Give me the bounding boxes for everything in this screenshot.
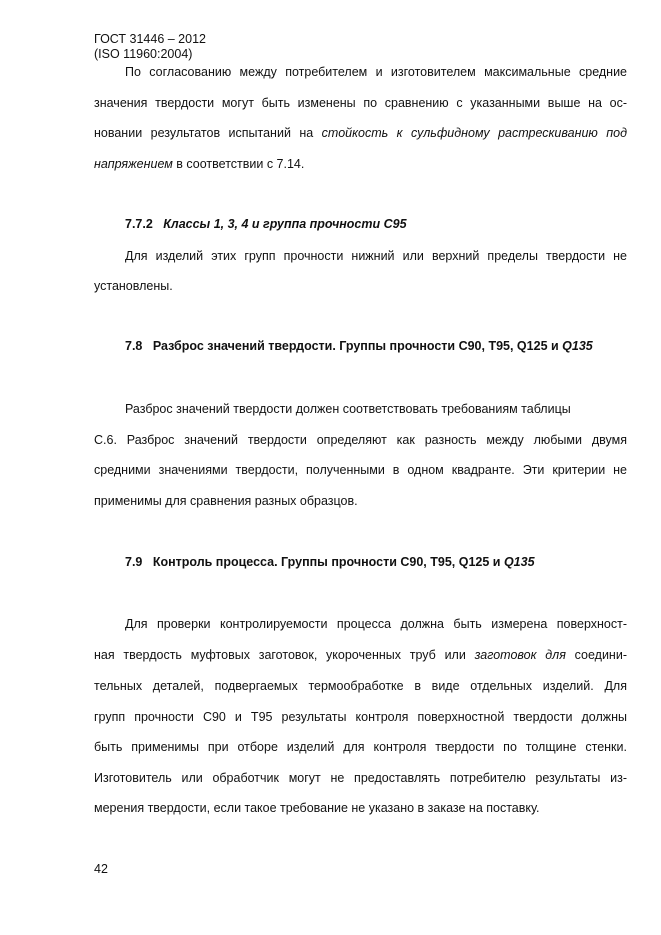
s78-line-4: применимы для сравнения разных образцов.: [94, 494, 358, 508]
p1-line-2: значения твердости могут быть изменены по сравнению с указанными выше на ос-: [94, 96, 627, 110]
s79-line-4: групп прочности C90 и T95 результаты контроля поверхностной твердости должны: [94, 710, 627, 724]
p1-line-1: По согласованию между потребителем и изготовителем максимальные средние: [125, 65, 627, 79]
standard-code: ГОСТ 31446 – 2012: [94, 32, 206, 46]
s79-line-3: тельных деталей, подвергаемых термообработке в виде отдельных изделий. Для: [94, 679, 627, 693]
p1-line-3: новании результатов испытаний на стойкость к сульфидному растрескиванию под: [94, 126, 627, 140]
section-7-7-2-heading: 7.7.2 Классы 1, 3, 4 и группа прочности C95: [125, 217, 407, 231]
s79-line-7: мерения твердости, если такое требование не указано в заказе на поставку.: [94, 801, 540, 815]
iso-reference: (ISO 11960:2004): [94, 47, 193, 61]
section-7-8-heading: 7.8 Разброс значений твердости. Группы прочности C90, T95, Q125 и Q135: [125, 339, 593, 353]
s79-line-1: Для проверки контролируемости процесса должна быть измерена поверхност-: [125, 617, 627, 631]
p1-line-4: напряжением в соответствии с 7.14.: [94, 157, 305, 171]
s772-line-2: установлены.: [94, 279, 173, 293]
page-number: 42: [94, 862, 108, 876]
s79-line-5: быть применимы при отборе изделий для контроля твердости по толщине стенки.: [94, 740, 627, 754]
s78-line-2: С.6. Разброс значений твердости определяют как разность между любыми двумя: [94, 433, 627, 447]
s772-line-1: Для изделий этих групп прочности нижний или верхний пределы твердости не: [125, 249, 627, 263]
section-7-9-heading: 7.9 Контроль процесса. Группы прочности C90, T95, Q125 и Q135: [125, 555, 535, 569]
s79-line-2: ная твердость муфтовых заготовок, укороченных труб или заготовок для соедини-: [94, 648, 627, 662]
s79-line-6: Изготовитель или обработчик могут не предоставлять потребителю результаты из-: [94, 771, 627, 785]
s78-line-1: Разброс значений твердости должен соответствовать требованиям таблицы: [125, 402, 571, 416]
s78-line-3: средними значениями твердости, полученными в одном квадранте. Эти критерии не: [94, 463, 627, 477]
